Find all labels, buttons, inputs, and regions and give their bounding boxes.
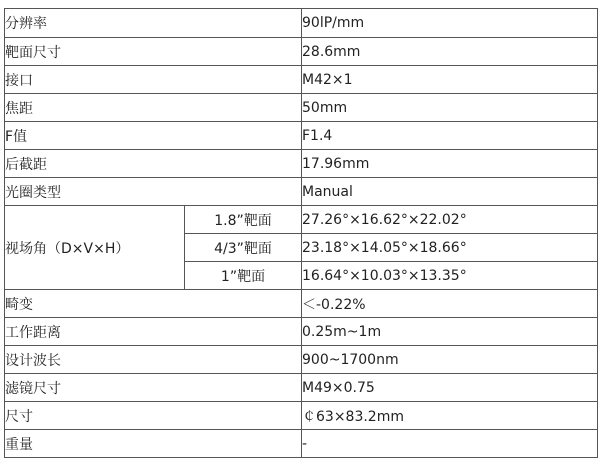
param-value: 50mm: [302, 94, 598, 122]
table-row: [5, 9, 598, 38]
table-row: [5, 318, 598, 346]
fov-sublabel: 1.8”靶面: [185, 206, 302, 234]
param-name: 工作距离: [5, 318, 302, 346]
param-name: 光圈类型: [5, 178, 302, 206]
fov-value: 16.64°×10.03°×13.35°: [302, 262, 598, 290]
table-row: [5, 374, 598, 402]
param-value: 900~1700nm: [302, 346, 598, 374]
param-value: F1.4: [302, 122, 598, 150]
table-row: [5, 206, 598, 234]
param-value: -: [302, 430, 598, 458]
param-name: 后截距: [5, 150, 302, 178]
param-name-fov: 视场角（D×V×H）: [5, 206, 185, 290]
table-row: [5, 38, 598, 66]
fov-value: 23.18°×14.05°×18.66°: [302, 234, 598, 262]
param-name: 滤镜尺寸: [5, 374, 302, 402]
param-name: 重量: [5, 430, 302, 458]
param-value: 28.6mm: [302, 38, 598, 66]
param-name: 靶面尺寸: [5, 38, 302, 66]
param-name: F值: [5, 122, 302, 150]
table-row: [5, 94, 598, 122]
table-row: [5, 122, 598, 150]
table-row: [5, 402, 598, 430]
param-value: 90lP/mm: [302, 9, 598, 38]
table-row: [5, 66, 598, 94]
table-row: [5, 150, 598, 178]
param-value: ￠63×83.2mm: [302, 402, 598, 430]
fov-value: 27.26°×16.62°×22.02°: [302, 206, 598, 234]
fov-sublabel: 4/3”靶面: [185, 234, 302, 262]
param-value: M49×0.75: [302, 374, 598, 402]
param-name: 设计波长: [5, 346, 302, 374]
param-name: 畸变: [5, 290, 302, 318]
table-row: [5, 430, 598, 458]
spec-table: [4, 8, 598, 458]
param-value: ＜-0.22%: [302, 290, 598, 318]
param-name: 焦距: [5, 94, 302, 122]
table-row: [5, 346, 598, 374]
param-value: 17.96mm: [302, 150, 598, 178]
param-value: Manual: [302, 178, 598, 206]
param-name: 尺寸: [5, 402, 302, 430]
param-name: 接口: [5, 66, 302, 94]
fov-sublabel: 1”靶面: [185, 262, 302, 290]
param-value: M42×1: [302, 66, 598, 94]
table-row: [5, 178, 598, 206]
param-value: 0.25m~1m: [302, 318, 598, 346]
table-row: [5, 290, 598, 318]
param-name: 分辨率: [5, 9, 302, 38]
